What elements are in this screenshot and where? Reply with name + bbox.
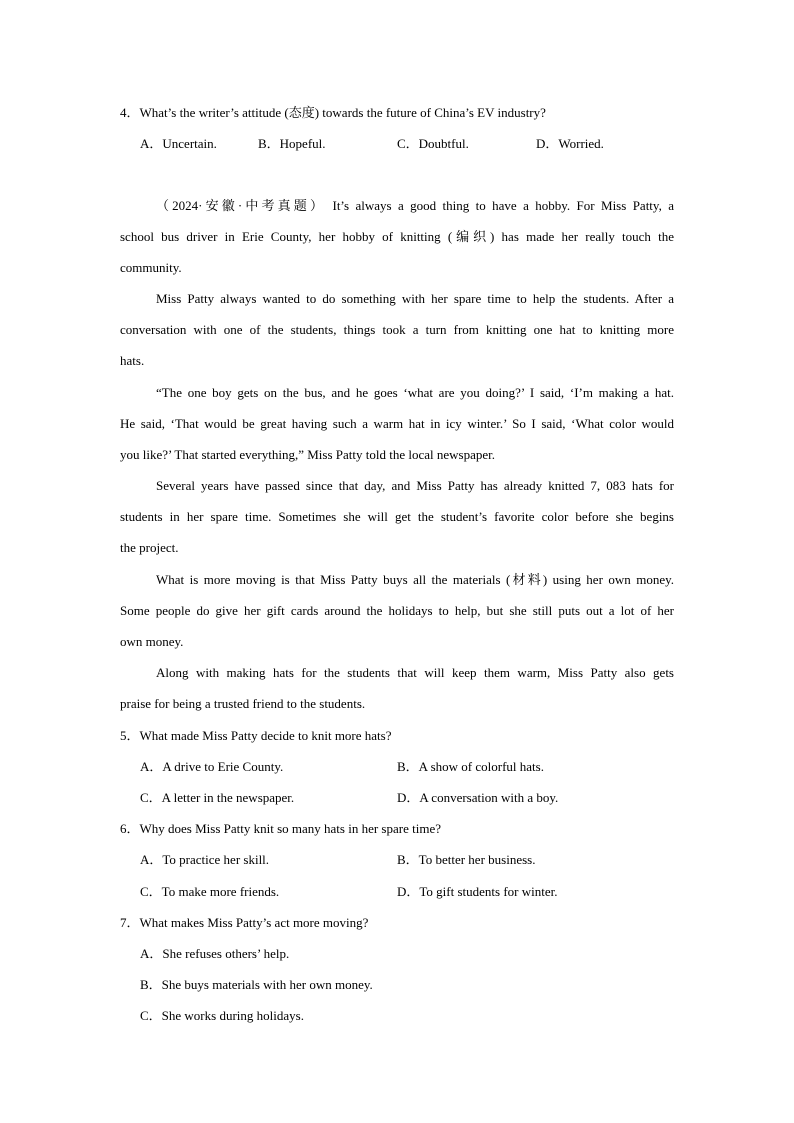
question-4-option-b: B．Hopeful. [258, 136, 326, 151]
question-6-option-b: B．To better her business. [397, 852, 536, 867]
question-4-option-d: D．Worried. [536, 136, 604, 151]
question-5-option-c: C．A letter in the newspaper. [140, 790, 295, 805]
question-6-stem: 6．Why does Miss Patty knit so many hats in her spare time? [120, 821, 441, 836]
question-4-option-c: C．Doubtful. [397, 136, 469, 151]
passage-line: school bus driver in Erie County, her hobby of knitting (编织) has made her really touch the [120, 229, 674, 244]
question-5-option-b: B．A show of colorful hats. [397, 759, 544, 774]
question-6-option-c: C．To make more friends. [140, 884, 280, 899]
question-5-option-d: D．A conversation with a boy. [397, 790, 559, 805]
question-7-option-b: B．She buys materials with her own money. [140, 977, 373, 992]
question-7-stem: 7．What makes Miss Patty’s act more moving? [120, 915, 369, 930]
question-4-stem: 4．What’s the writer’s attitude (态度) towards the future of China’s EV industry? [120, 105, 546, 120]
passage-line: What is more moving is that Miss Patty buys all the materials (材料) using her own money. [156, 572, 674, 587]
question-5-stem: 5．What made Miss Patty decide to knit more hats? [120, 728, 392, 743]
question-7-option-a: A．She refuses others’ help. [140, 946, 290, 961]
passage-line: He said, ‘That would be great having such a warm hat in icy winter.’ So I said, ‘What color would [120, 416, 674, 431]
passage-line: conversation with one of the students, things took a turn from knitting one hat to knitting more [120, 322, 674, 337]
passage-line: the project. [120, 540, 179, 555]
passage-line: you like?’ That started everything,” Miss Patty told the local newspaper. [120, 447, 495, 462]
passage-line: “The one boy gets on the bus, and he goes ‘what are you doing?’ I said, ‘I’m making a hat. [156, 385, 674, 400]
passage-line: Miss Patty always wanted to do something with her spare time to help the students. After a [156, 291, 674, 306]
question-6-option-a: A．To practice her skill. [140, 852, 270, 867]
passage-line: praise for being a trusted friend to the students. [120, 696, 366, 711]
question-4-option-a: A．Uncertain. [140, 136, 217, 151]
passage-line: students in her spare time. Sometimes she will get the student’s favorite color before she begins [120, 509, 674, 524]
passage-line: （2024·安徽·中考真题） It’s always a good thing to have a hobby. For Miss Patty, a [156, 198, 674, 213]
passage-line: community. [120, 260, 182, 275]
passage-line: hats. [120, 353, 145, 368]
question-5-option-a: A．A drive to Erie County. [140, 759, 284, 774]
passage-line: Along with making hats for the students that will keep them warm, Miss Patty also gets [156, 665, 674, 680]
passage-line: Several years have passed since that day, and Miss Patty has already knitted 7, 083 hats for [156, 478, 674, 493]
question-7-option-c: C．She works during holidays. [140, 1008, 304, 1023]
question-6-option-d: D．To gift students for winter. [397, 884, 558, 899]
passage-line: Some people do give her gift cards around the holidays to help, but she still puts out a lot of her [120, 603, 674, 618]
passage-line: own money. [120, 634, 184, 649]
